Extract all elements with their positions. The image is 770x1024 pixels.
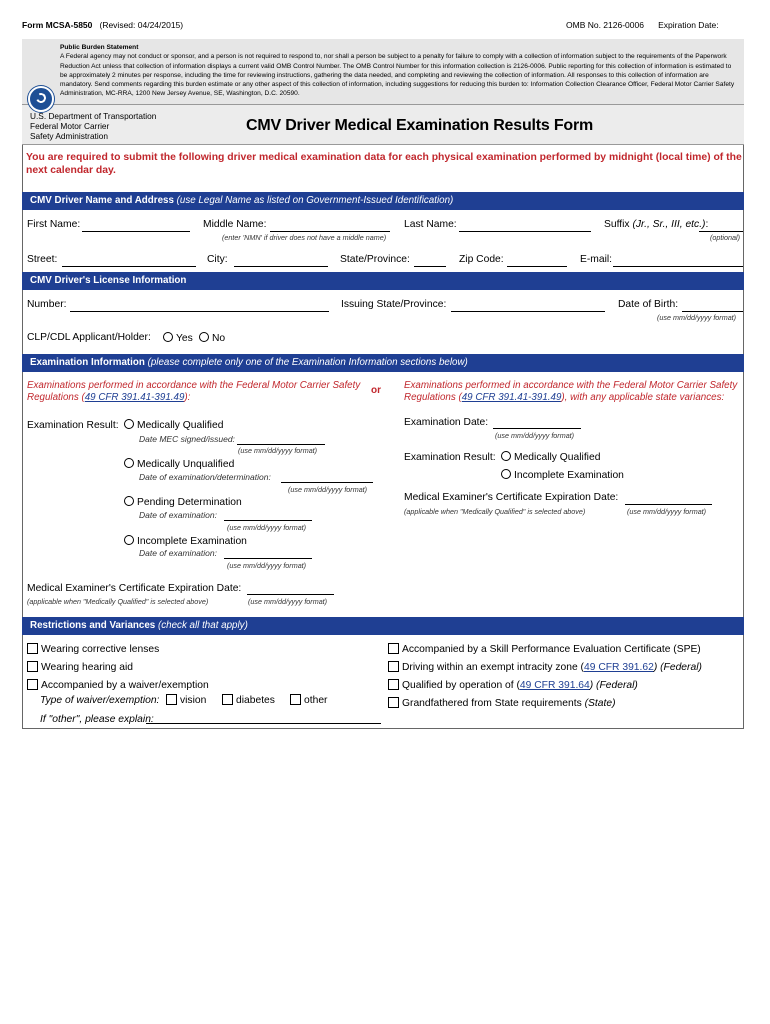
first-name-label: First Name: [27, 219, 81, 230]
page-title: CMV Driver Medical Examination Results Form [246, 117, 594, 134]
issuing-state-field[interactable] [451, 311, 605, 312]
suffix-optional-hint: (optional) [710, 233, 740, 242]
pending-determination-radio[interactable]: Pending Determination [124, 496, 242, 508]
date-determination-label: Date of examination/determination: [139, 472, 271, 482]
cfr-link-right[interactable]: 49 CFR 391.41-391.49 [461, 391, 562, 403]
first-name-field[interactable] [82, 231, 190, 232]
email-label: E-mail: [580, 254, 613, 265]
applicable-hint: (applicable when "Medically Qualified" is selected above) [27, 597, 209, 606]
mec-expiration-label: Medical Examiner's Certificate Expiration Date: [27, 583, 242, 594]
burden-title: Public Burden Statement [60, 44, 139, 51]
state-field[interactable] [414, 266, 446, 267]
state-label: State/Province: [340, 254, 410, 265]
omb-number: OMB No. 2126-0006 [566, 20, 644, 30]
checkbox-icon [388, 661, 399, 672]
clp-label: CLP/CDL Applicant/Holder: [27, 332, 151, 343]
section-header-name: CMV Driver Name and Address (use Legal Name as listed on Government-Issued Identification) [22, 192, 744, 210]
spe-checkbox[interactable]: Accompanied by a Skill Performance Evaluation Certificate (SPE) [388, 643, 701, 655]
exam-result-label: Examination Result: [27, 420, 119, 431]
mec-expiration-field[interactable] [247, 594, 334, 595]
section-header-restrictions: Restrictions and Variances (check all that apply) [22, 617, 744, 635]
revised-date: (Revised: 04/24/2015) [99, 20, 184, 30]
agency-name: U.S. Department of Transportation Federal Motor Carrier Safety Administration [30, 111, 157, 141]
pending-date-field[interactable] [224, 520, 312, 521]
street-field[interactable] [62, 266, 196, 267]
medically-qualified-radio[interactable]: Medically Qualified [124, 419, 223, 431]
cfr-391-64-link[interactable]: 49 CFR 391.64 [519, 680, 590, 691]
cfr-391-62-link[interactable]: 49 CFR 391.62 [584, 662, 654, 673]
zip-field[interactable] [507, 266, 567, 267]
pending-date-label: Date of examination: [139, 510, 217, 520]
state-mec-expiration-label: Medical Examiner's Certificate Expiration Date: [404, 492, 619, 503]
state-mec-expiration-field[interactable] [625, 504, 712, 505]
federal-exam-intro: Examinations performed in accordance with the Federal Motor Carrier Safety Regulations (49 CFR 391.41-391.49): [27, 380, 361, 403]
radio-icon [501, 469, 511, 479]
form-id: Form MCSA-5850 [22, 20, 93, 30]
radio-icon [124, 458, 134, 468]
explain-field[interactable] [146, 723, 381, 724]
state-exam-intro: Examinations performed in accordance with the Federal Motor Carrier Safety Regulations (49 CFR 391.41-391.49), with any applicable state variances: [404, 380, 738, 403]
hearing-aid-checkbox[interactable]: Wearing hearing aid [27, 661, 133, 673]
radio-icon [199, 332, 209, 342]
other-checkbox[interactable]: other [290, 694, 327, 706]
zip-label: Zip Code: [459, 254, 504, 265]
format-hint: (use mm/dd/yyyy format) [495, 431, 575, 440]
dob-label: Date of Birth: [618, 299, 679, 310]
vision-checkbox[interactable]: vision [166, 694, 206, 706]
expiration-label: Expiration Date: [658, 20, 719, 30]
checkbox-icon [290, 694, 301, 705]
burden-statement [22, 39, 744, 105]
middle-name-field[interactable] [270, 231, 390, 232]
burden-text: A Federal agency may not conduct or sponsor, and a person is not required to respond to, nor shall a person be subject to a penalty for failure to comply with a collection of information subject to the requirements of the Paperwork Reduction Act unless that collection of information displays a current valid OMB Control Number. The OMB Control Number for this information collection is 2126-0006. Public reporting for this collection of information is estimated to be approximately 2 minutes per response, including the time for reviewing instructions, gathering the data needed, and completing and reviewing the collection of information. All responses to this collection of information are mandatory. Send comments regarding this burden estimate or any other aspect of this collection of information, including suggestions for reducing this burden to: Information Collection Clearance Officer, Federal Motor Carrier Safety Administration, MC-RRA, 1200 New Jersey Avenue, SE, Washington, D.C. 20590. [60, 53, 735, 98]
exam-date-field[interactable] [493, 428, 581, 429]
radio-icon [124, 535, 134, 545]
license-number-label: Number: [27, 299, 67, 310]
intracity-checkbox[interactable]: Driving within an exempt intracity zone (49 CFR 391.62) (Federal) [388, 661, 702, 673]
issuing-state-label: Issuing State/Province: [341, 299, 447, 310]
dot-logo-icon [28, 86, 54, 112]
format-hint: (use mm/dd/yyyy format) [248, 597, 328, 606]
radio-icon [501, 451, 511, 461]
cfr-link-left[interactable]: 49 CFR 391.41-391.49 [84, 391, 185, 403]
waiver-checkbox[interactable]: Accompanied by a waiver/exemption [27, 679, 209, 691]
state-applicable-hint: (applicable when "Medically Qualified" is selected above) [404, 507, 586, 516]
mec-signed-field[interactable] [237, 444, 325, 445]
checkbox-icon [388, 697, 399, 708]
city-field[interactable] [234, 266, 328, 267]
format-hint: (use mm/dd/yyyy format) [238, 446, 318, 455]
checkbox-icon [388, 643, 399, 654]
exam-date-label: Examination Date: [404, 417, 489, 428]
suffix-label: Suffix (Jr., Sr., III, etc.): [604, 219, 709, 230]
waiver-type-label: Type of waiver/exemption: [40, 695, 160, 706]
format-hint: (use mm/dd/yyyy format) [227, 561, 307, 570]
middle-name-hint: (enter 'NMN' if driver does not have a middle name) [222, 233, 387, 242]
state-incomplete-radio[interactable]: Incomplete Examination [501, 469, 624, 481]
qualified-operation-checkbox[interactable]: Qualified by operation of (49 CFR 391.64) (Federal) [388, 679, 638, 691]
checkbox-icon [27, 679, 38, 690]
omb-info [566, 20, 719, 30]
radio-icon [163, 332, 173, 342]
checkbox-icon [166, 694, 177, 705]
date-determination-field[interactable] [281, 482, 373, 483]
checkbox-icon [27, 661, 38, 672]
corrective-lenses-checkbox[interactable]: Wearing corrective lenses [27, 643, 159, 655]
dob-field[interactable] [682, 311, 743, 312]
street-label: Street: [27, 254, 58, 265]
submission-notice: You are required to submit the following driver medical examination data for each physical examination performed by midnight (local time) of the next calendar day. [26, 152, 742, 176]
checkbox-icon [27, 643, 38, 654]
clp-yes-radio[interactable]: Yes [163, 332, 193, 344]
format-hint: (use mm/dd/yyyy format) [227, 523, 307, 532]
mec-signed-label: Date MEC signed/issued: [139, 434, 235, 444]
radio-icon [124, 496, 134, 506]
dob-hint: (use mm/dd/yyyy format) [657, 313, 737, 322]
section-header-license: CMV Driver's License Information [22, 272, 744, 290]
explain-label: If "other", please explain: [40, 714, 154, 725]
state-exam-result-label: Examination Result: [404, 452, 496, 463]
checkbox-icon [222, 694, 233, 705]
last-name-label: Last Name: [404, 219, 457, 230]
last-name-field[interactable] [459, 231, 591, 232]
incomplete-date-label: Date of examination: [139, 548, 217, 558]
state-qualified-radio[interactable]: Medically Qualified [501, 451, 600, 463]
clp-no-radio[interactable]: No [199, 332, 225, 344]
or-separator: or [371, 385, 381, 396]
diabetes-checkbox[interactable]: diabetes [222, 694, 275, 706]
license-number-field[interactable] [70, 311, 329, 312]
section-header-exam: Examination Information (please complete only one of the Examination Information sections below) [22, 354, 744, 372]
city-label: City: [207, 254, 228, 265]
format-hint: (use mm/dd/yyyy format) [627, 507, 707, 516]
checkbox-icon [388, 679, 399, 690]
email-field[interactable] [613, 266, 743, 267]
incomplete-date-field[interactable] [224, 558, 312, 559]
medically-unqualified-radio[interactable]: Medically Unqualified [124, 458, 234, 470]
incomplete-exam-radio[interactable]: Incomplete Examination [124, 535, 247, 547]
form-number [22, 20, 183, 30]
radio-icon [124, 419, 134, 429]
middle-name-label: Middle Name: [203, 219, 267, 230]
suffix-field[interactable] [699, 231, 743, 232]
format-hint: (use mm/dd/yyyy format) [288, 485, 368, 494]
grandfathered-checkbox[interactable]: Grandfathered from State requirements (State) [388, 697, 616, 709]
